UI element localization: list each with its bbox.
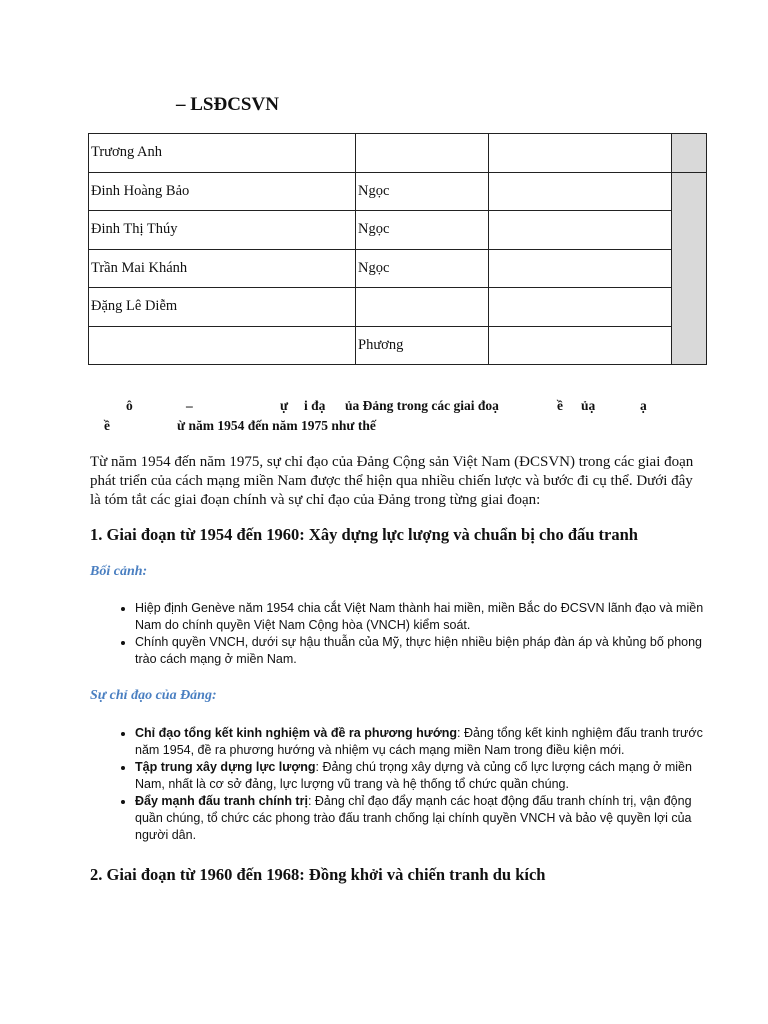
list-item: • Tập trung xây dựng lực lượng: Đảng chú trọng xây dựng và củng cố lực lượng cách mạng ở miền Nam, nhất là cơ sở đảng, lực lượng vũ trang và hệ thống tổ chức quần chúng.: [135, 759, 705, 793]
table-row: [89, 288, 707, 327]
member-col2-cell: [356, 288, 489, 327]
member-col3-cell: [489, 172, 672, 211]
list-item: • Chỉ đạo tổng kết kinh nghiệm và đề ra phương hướng: Đảng tổng kết kinh nghiệm đấu tranh trước năm 1954, đề ra phương hướng và nhiệm vụ cách mạng miền Nam trong điều kiện mới.: [135, 725, 705, 759]
intro-text: Từ năm 1954 đến năm 1975, sự chỉ đạo của Đảng Cộng sản Việt Nam (ĐCSVN) trong các giai đoạn phát triển của cách mạng miền Nam được thể hiện qua nhiều chiến lược và bước đi cụ thể. Dưới đây là tóm tắt các giai đoạn chính và sự chỉ đạo của Đảng trong từng giai đoạn:: [90, 454, 694, 508]
topic-fragment: ề: [557, 398, 563, 413]
table-row: [89, 134, 707, 173]
table-row: [89, 249, 707, 288]
member-col3-cell: [489, 288, 672, 327]
list-item: • Hiệp định Genève năm 1954 chia cắt Việt Nam thành hai miền, miền Bắc do ĐCSVN lãnh đạo và miền Nam do chính quyền Việt Nam Cộng hòa (VNCH) kiểm soát.: [135, 600, 705, 634]
member-col2-cell: Phương: [356, 326, 489, 365]
member-col2-cell: Ngọc: [356, 211, 489, 250]
shaded-cell: [672, 134, 707, 173]
document-title: – LSĐCSVN: [176, 94, 279, 115]
member-name-cell: Đinh Hoàng Bảo: [89, 172, 356, 211]
member-name-cell: Đặng Lê Diễm: [89, 288, 356, 327]
section2-heading: 2. Giai đoạn từ 1960 đến 1968: Đồng khởi và chiến tranh du kích: [90, 865, 546, 884]
table-row: [89, 172, 707, 211]
section1-direction-label: Sự chỉ đạo của Đảng:: [90, 688, 217, 703]
topic-fragment: ừ năm 1954 đến năm 1975 như thế: [177, 418, 376, 433]
section1-context-label: Bối cảnh:: [90, 564, 148, 579]
member-col3-cell: [489, 326, 672, 365]
topic-fragment: ủạ: [581, 398, 596, 413]
topic-fragment: i đạ: [304, 398, 326, 413]
member-col2-cell: [356, 134, 489, 173]
section1-heading: 1. Giai đoạn từ 1954 đến 1960: Xây dựng lực lượng và chuẩn bị cho đấu tranh: [90, 525, 638, 544]
member-table: [88, 133, 707, 365]
member-name-cell: Đinh Thị Thúy: [89, 211, 356, 250]
topic-fragment: ự: [280, 398, 289, 413]
member-col3-cell: [489, 249, 672, 288]
member-name-cell: [89, 326, 356, 365]
topic-fragment: ủa Đảng trong các giai đoạ: [345, 398, 499, 413]
intro-paragraph: [90, 453, 702, 510]
member-name-cell: Trương Anh: [89, 134, 356, 173]
shaded-cell: [672, 172, 707, 365]
table-row: [89, 211, 707, 250]
member-name-cell: Trần Mai Khánh: [89, 249, 356, 288]
topic-fragment: ạ: [640, 398, 647, 413]
member-col2-cell: Ngọc: [356, 249, 489, 288]
topic-fragment: –: [186, 398, 193, 413]
list-item: • Chính quyền VNCH, dưới sự hậu thuẫn của Mỹ, thực hiện nhiều biện pháp đàn áp và khủng bố phong trào cách mạng ở miền Nam.: [135, 634, 705, 668]
member-col2-cell: Ngọc: [356, 172, 489, 211]
list-item: • Đẩy mạnh đấu tranh chính trị: Đảng chỉ đạo đẩy mạnh các hoạt động đấu tranh chính trị, vận động quần chúng, tổ chức các phong trào đấu tranh chống lại chính quyền VNCH và bảo vệ quyền lợi của người dân.: [135, 793, 705, 844]
table-row: [89, 326, 707, 365]
member-col3-cell: [489, 211, 672, 250]
section1-direction-list: [108, 725, 705, 844]
member-col3-cell: [489, 134, 672, 173]
topic-fragment: ô: [126, 398, 133, 413]
section1-context-list: [108, 600, 705, 668]
topic-fragment: ề: [104, 418, 110, 433]
